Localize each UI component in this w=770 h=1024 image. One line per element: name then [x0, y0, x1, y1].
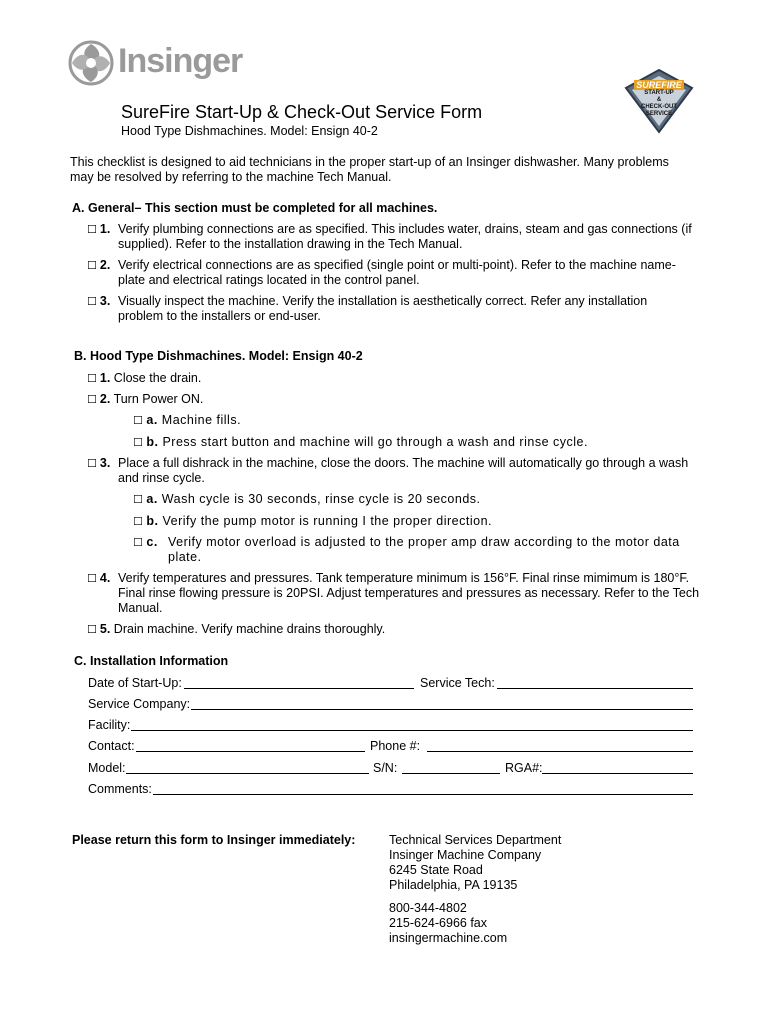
- section-b-item-5: [87, 622, 385, 637]
- checkbox[interactable]: ☐: [87, 259, 97, 272]
- phone-number: 800-344-4802: [389, 901, 467, 915]
- section-a-heading: A. General– This section must be completed for all machines.: [72, 201, 438, 215]
- address-line: 6245 State Road: [389, 863, 483, 877]
- item-number: 3.: [99, 456, 111, 470]
- item-number: c.: [146, 535, 158, 549]
- checkbox[interactable]: ☐: [133, 536, 144, 549]
- section-c-heading: C. Installation Information: [74, 654, 229, 668]
- section-b-item-2a: [133, 413, 241, 428]
- item-text: Wash cycle is 30 seconds, rinse cycle is 20 seconds.: [161, 492, 481, 506]
- badge-line: SUREFIRE: [636, 80, 682, 90]
- badge-line: SERVICE: [645, 111, 673, 117]
- contact-field-label: Contact:: [88, 739, 135, 753]
- date-field-line[interactable]: [184, 688, 414, 689]
- checkbox[interactable]: ☐: [87, 393, 97, 406]
- item-number: 4.: [99, 571, 111, 585]
- section-b-item-1: [87, 371, 201, 386]
- return-address: [389, 833, 561, 946]
- model-field-line[interactable]: [126, 773, 369, 774]
- checkbox[interactable]: ☐: [87, 372, 97, 385]
- checkbox[interactable]: ☐: [87, 223, 97, 236]
- facility-field-line[interactable]: [131, 730, 693, 731]
- company-field-line[interactable]: [191, 709, 693, 710]
- section-b-item-3-text: Place a full dishrack in the machine, close the doors. The machine will automatically go through a wash and rinse cycle.: [118, 456, 689, 485]
- page-subtitle: Hood Type Dishmachines. Model: Ensign 40-2: [121, 124, 378, 138]
- item-number: 2.: [99, 258, 111, 272]
- insinger-logo: [68, 40, 248, 90]
- item-text: Machine fills.: [161, 413, 242, 427]
- swirl-logo-icon: [68, 40, 114, 86]
- section-b-item-3c-text: Verify motor overload is adjusted to the proper amp draw according to the motor data plate.: [168, 535, 680, 564]
- contact-field-line[interactable]: [136, 751, 365, 752]
- address-line: Insinger Machine Company: [389, 848, 542, 862]
- comments-field-label: Comments:: [88, 782, 152, 796]
- item-number: b.: [146, 435, 159, 449]
- phone-field-label: Phone #:: [370, 739, 421, 753]
- address-line: Technical Services Department: [389, 833, 562, 847]
- sn-field-line[interactable]: [402, 773, 500, 774]
- section-a-item-2: [87, 258, 110, 273]
- checkbox[interactable]: ☐: [87, 457, 97, 470]
- item-text: Verify the pump motor is running I the proper direction.: [162, 514, 493, 528]
- item-number: a.: [146, 413, 158, 427]
- fax-number: 215-624-6966 fax: [389, 916, 487, 930]
- section-a-item-3: [87, 294, 110, 309]
- item-text: Close the drain.: [113, 371, 202, 385]
- brand-name: Insinger: [118, 42, 243, 80]
- checkbox[interactable]: ☐: [133, 493, 144, 506]
- surefire-badge: [624, 68, 694, 134]
- badge-line: START-UP: [644, 90, 674, 96]
- model-field-label: Model:: [88, 761, 126, 775]
- comments-field-line[interactable]: [153, 794, 693, 795]
- intro-text: This checklist is designed to aid technicians in the proper start-up of an Insinger dishwasher. Many problems may be resolved by referring to the machine Tech Manual.: [70, 155, 669, 184]
- item-number: 3.: [99, 294, 111, 308]
- checkbox[interactable]: ☐: [87, 623, 97, 636]
- section-b-item-3b: [133, 514, 492, 529]
- item-text: Press start button and machine will go through a wash and rinse cycle.: [162, 435, 588, 449]
- section-b-item-2b: [133, 435, 588, 450]
- checkbox[interactable]: ☐: [87, 572, 97, 585]
- badge-line: &: [656, 97, 662, 103]
- tech-field-line[interactable]: [497, 688, 693, 689]
- checkbox[interactable]: ☐: [133, 515, 144, 528]
- section-b-item-4-text: Verify temperatures and pressures. Tank temperature minimum is 156°F. Final rinse mimimum is 180°F. Final rinse flowing pressure is 20PSI. Adjust temperatures and pressures as necessary. Refer to the Tech Manual.: [118, 571, 700, 615]
- phone-field-line[interactable]: [427, 751, 693, 752]
- checkbox[interactable]: ☐: [133, 414, 144, 427]
- company-field-label: Service Company:: [88, 697, 191, 711]
- section-b-item-3: [87, 456, 110, 471]
- page-title: SureFire Start-Up & Check-Out Service Form: [121, 102, 483, 122]
- item-number: a.: [146, 492, 158, 506]
- tech-field-label: Service Tech:: [420, 676, 495, 690]
- item-number: 1.: [99, 371, 111, 385]
- item-number: 5.: [99, 622, 111, 636]
- section-b-item-4: [87, 571, 110, 586]
- item-number: b.: [146, 514, 159, 528]
- rga-field-label: RGA#:: [505, 761, 543, 775]
- checkbox[interactable]: ☐: [133, 436, 144, 449]
- facility-field-label: Facility:: [88, 718, 131, 732]
- return-instruction: Please return this form to Insinger immediately:: [72, 833, 356, 847]
- section-a-item-2-text: Verify electrical connections are as specified (single point or multi-point). Refer to the machine name-plate and electrical ratings located in the control panel.: [118, 258, 676, 287]
- sn-field-label: S/N:: [373, 761, 398, 775]
- section-b-heading: B. Hood Type Dishmachines. Model: Ensign 40-2: [74, 349, 363, 363]
- website-link[interactable]: insingermachine.com: [389, 931, 508, 945]
- address-line: Philadelphia, PA 19135: [389, 878, 518, 892]
- section-a-item-3-text: Visually inspect the machine. Verify the installation is aesthetically correct. Refer any installation problem to the installers or end-user.: [118, 294, 648, 323]
- section-b-item-3a: [133, 492, 481, 507]
- badge-line: CHECK-OUT: [641, 104, 677, 110]
- checkbox[interactable]: ☐: [87, 295, 97, 308]
- item-text: Turn Power ON.: [113, 392, 204, 406]
- rga-field-line[interactable]: [542, 773, 693, 774]
- item-number: 2.: [99, 392, 111, 406]
- section-b-item-3c: [133, 535, 158, 550]
- section-b-item-2: [87, 392, 203, 407]
- section-a-item-1-text: Verify plumbing connections are as specified. This includes water, drains, steam and gas connections (if supplied). Refer to the installation drawing in the Tech Manual.: [118, 222, 692, 251]
- item-text: Drain machine. Verify machine drains thoroughly.: [113, 622, 386, 636]
- item-number: 1.: [99, 222, 111, 236]
- date-field-label: Date of Start-Up:: [88, 676, 182, 690]
